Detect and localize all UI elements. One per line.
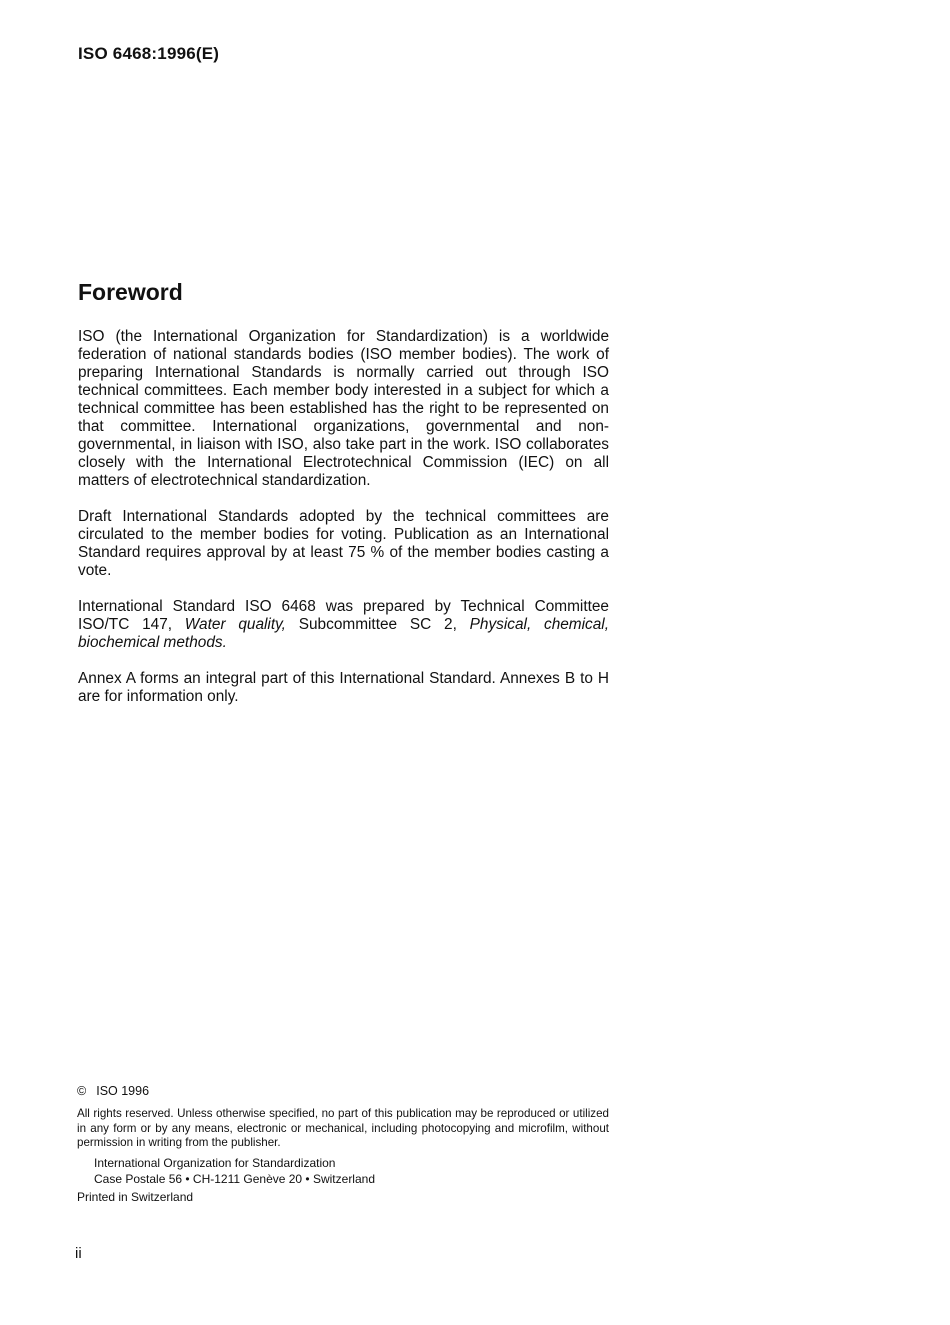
publisher-org: International Organization for Standardization [94,1155,336,1170]
paragraph-iso-intro: ISO (the International Organization for Standardization) is a worldwide federation of national standards bodies (ISO member bodies). The work of preparing International Standards is normally carried out through ISO technical committees. Each member body interested in a subject for which a technical committee has been established has the right to be represented on that committee. International organizations, governmental and non-governmental, in liaison with ISO, also take part in the work. ISO collaborates closely with the International Electrotechnical Commission (IEC) on all matters of electrotechnical standardization. [78,328,609,489]
rights-notice: All rights reserved. Unless otherwise specified, no part of this publication may be reproduced or utilized in any form or by any means, electronic or mechanical, including photocopying and microfilm, without permission in writing from the publisher. [77,1107,609,1149]
subcommittee-title: Physical, chemical, biochemical methods. [78,616,609,651]
document-header: ISO 6468:1996(E) [78,44,220,63]
prepared-text-before: International Standard ISO 6468 was prepared by Technical Committee ISO/TC 147, [78,598,609,633]
copyright-year: ISO 1996 [96,1084,150,1098]
section-heading: Foreword [78,279,183,305]
copyright-symbol: © [77,1084,87,1098]
publisher-address [77,1155,609,1187]
copyright-line [77,1084,609,1099]
committee-title: Water quality, [184,616,286,633]
prepared-text-middle: Subcommittee SC 2, [285,616,470,633]
paragraph-draft-standards: Draft International Standards adopted by the technical committees are circulated to the member bodies for voting. Publication as an International Standard requires approval by at least 75 % of the member bodies casting a vote. [78,508,609,579]
paragraph-prepared-by [78,598,609,652]
paragraph-annexes: Annex A forms an integral part of this International Standard. Annexes B to H are for information only. [78,670,609,705]
printed-in: Printed in Switzerland [77,1189,194,1204]
copyright-block [77,1084,609,1205]
page-number: ii [75,1245,82,1262]
publisher-postal: Case Postale 56 • CH-1211 Genève 20 • Switzerland [94,1171,375,1186]
foreword-body [78,328,609,724]
